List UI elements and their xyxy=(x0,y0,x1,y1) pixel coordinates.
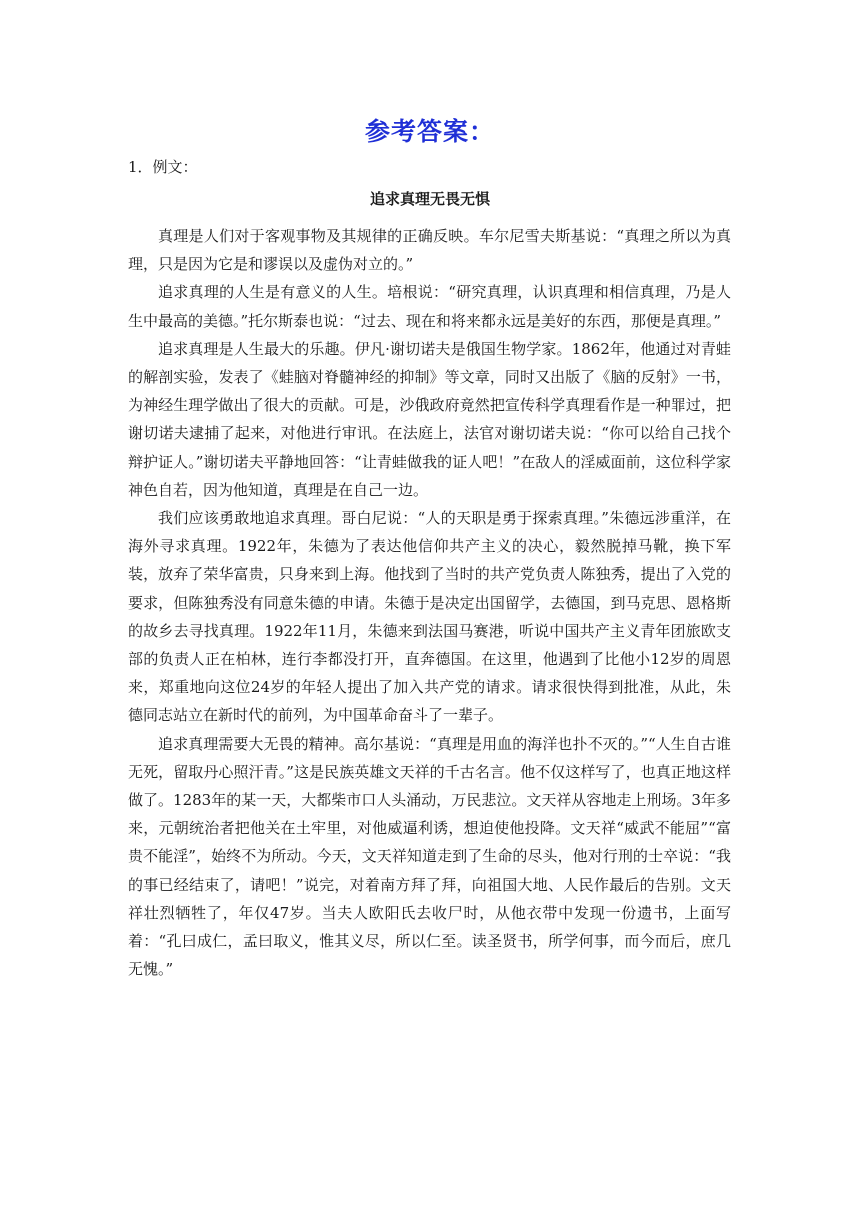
question-number-label: 1．例文： xyxy=(128,158,198,176)
essay-paragraph: 追求真理需要大无畏的精神。高尔基说：“真理是用血的海洋也扑不灭的。”“人生自古谁无死，留取丹心照汗青。”这是民族英雄文天祥的千古名言。他不仅这样写了，也真正地这样做了。1283年的某一天，大都柴市口人头涌动，万民悲泣。文天祥从容地走上刑场。3年多来，元朝统治者把他关在土牢里，对他威逼利诱，想迫使他投降。文天祥“威武不能屈”“富贵不能淫”，始终不为所动。今天，文天祥知道走到了生命的尽头，他对行刑的士卒说：“我的事已经结束了，请吧！”说完，对着南方拜了拜，向祖国大地、人民作最后的告别。文天祥壮烈牺牲了，年仅47岁。当夫人欧阳氏去收尸时，从他衣带中发现一份遗书，上面写着：“孔曰成仁，孟曰取义，惟其义尽，所以仁至。读圣贤书，所学何事，而今而后，庶几无愧。” xyxy=(128,734,731,979)
essay-paragraph: 真理是人们对于客观事物及其规律的正确反映。车尔尼雪夫斯基说：“真理之所以为真理，只是因为它是和谬误以及虚伪对立的。” xyxy=(128,227,731,274)
essay-paragraph: 追求真理是人生最大的乐趣。伊凡·谢切诺夫是俄国生物学家。1862年，他通过对青蛙的解剖实验，发表了《蛙脑对脊髓神经的抑制》等文章，同时又出版了《脑的反射》一书，为神经生理学做出了很大的贡献。可是，沙俄政府竟然把宣传科学真理看作是一种罪过，把谢切诺夫逮捕了起来，对他进行审讯。在法庭上，法官对谢切诺夫说：“你可以给自己找个辩护证人。”谢切诺夫平静地回答：“让青蛙做我的证人吧！”在敌人的淫威面前，这位科学家神色自若，因为他知道，真理是在自己一边。 xyxy=(128,339,731,499)
essay-paragraph: 我们应该勇敢地追求真理。哥白尼说：“人的天职是勇于探索真理。”朱德远涉重洋，在海外寻求真理。1922年，朱德为了表达他信仰共产主义的决心，毅然脱掉马靴，换下军装，放弃了荣华富贵，只身来到上海。他找到了当时的共产党负责人陈独秀，提出了入党的要求，但陈独秀没有同意朱德的申请。朱德于是决定出国留学，去德国，到马克思、恩格斯的故乡去寻找真理。1922年11月，朱德来到法国马赛港，听说中国共产主义青年团旅欧支部的负责人正在柏林，连行李都没打开，直奔德国。在这里，他遇到了比他小12岁的周恩来，郑重地向这位24岁的年轻人提出了加入共产党的请求。请求很快得到批准，从此，朱德同志站立在新时代的前列，为中国革命奋斗了一辈子。 xyxy=(128,509,731,725)
essay-body xyxy=(128,222,731,983)
answer-key-title: 参考答案： xyxy=(364,117,495,146)
essay-title: 追求真理无畏无惧 xyxy=(369,190,490,208)
essay-paragraph: 追求真理的人生是有意义的人生。培根说：“研究真理，认识真理和相信真理，乃是人生中最高的美德。”托尔斯泰也说：“过去、现在和将来都永远是美好的东西，那便是真理。” xyxy=(128,283,731,330)
